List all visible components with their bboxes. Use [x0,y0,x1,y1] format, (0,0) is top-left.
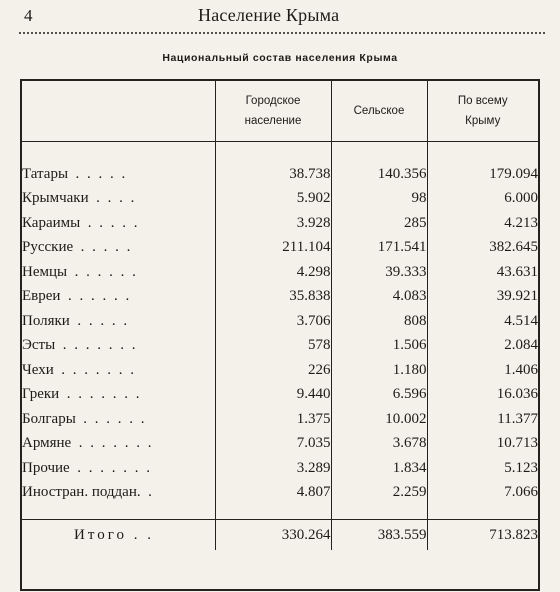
header-nationality [22,81,215,142]
dotted-header-rule [18,31,546,35]
table-row [22,456,538,481]
urban-cell: 4.807 [215,481,331,506]
total-cell: 5.123 [427,456,538,481]
table-row [22,187,538,212]
total-label: Итого . . [22,520,215,551]
total-cell: 7.066 [427,481,538,506]
nationality-cell [22,456,215,481]
total-cell: 39.921 [427,285,538,310]
urban-cell: 226 [215,358,331,383]
rural-cell: 98 [331,187,427,212]
total-urban: 330.264 [215,520,331,551]
urban-cell: 38.738 [215,162,331,187]
leader-dots: . [148,484,154,501]
leader-dots: . . . . [96,190,137,207]
table-row [22,162,538,187]
leader-dots: . . . . . [77,312,130,329]
table-row [22,236,538,261]
urban-cell: 1.375 [215,407,331,432]
total-cell: 43.631 [427,260,538,285]
header-rural-label: Сельское [353,105,405,117]
population-table-frame [20,79,540,591]
rural-cell: 2.259 [331,481,427,506]
urban-cell: 3.928 [215,211,331,236]
urban-cell: 211.104 [215,236,331,261]
rural-cell: 39.333 [331,260,427,285]
header-total-label: По всему Крыму [457,95,508,127]
leader-dots: . . . . . . [83,410,147,427]
urban-cell: 578 [215,334,331,359]
leader-dots: . . . . . . [67,288,132,305]
rural-cell: 6.596 [331,383,427,408]
header-rural [331,81,427,142]
leader-dots: . . . . . . [74,263,138,280]
table-row [22,309,538,334]
urban-cell: 5.902 [215,187,331,212]
spacer-row [22,505,538,520]
nationality-label: Греки [22,386,60,403]
table-row [22,358,538,383]
leader-dots: . . . . . . . [78,435,154,452]
urban-cell: 7.035 [215,432,331,457]
total-cell: 2.084 [427,334,538,359]
nationality-cell [22,407,215,432]
urban-cell: 3.706 [215,309,331,334]
spacer-row [22,142,538,163]
rural-cell: 1.506 [331,334,427,359]
nationality-label: Болгары [22,410,76,427]
header-urban [215,81,331,142]
nationality-cell [22,260,215,285]
nationality-cell [22,334,215,359]
nationality-cell [22,236,215,261]
nationality-cell [22,432,215,457]
rural-cell: 1.180 [331,358,427,383]
header-urban-label: Городское население [244,95,302,127]
nationality-cell [22,358,215,383]
nationality-label: Русские [22,239,74,256]
total-all: 713.823 [427,520,538,551]
nationality-cell [22,309,215,334]
nationality-cell [22,285,215,310]
nationality-label: Караимы [22,214,81,231]
nationality-label: Иностран. поддан. [22,484,141,501]
leader-dots: . . . . . [87,214,140,231]
table-row [22,481,538,506]
rural-cell: 171.541 [331,236,427,261]
nationality-cell [22,211,215,236]
total-cell: 179.094 [427,162,538,187]
nationality-cell [22,162,215,187]
table-row [22,383,538,408]
total-cell: 16.036 [427,383,538,408]
table-row [22,407,538,432]
nationality-label: Татары [22,165,69,182]
urban-cell: 4.298 [215,260,331,285]
nationality-label: Немцы [22,263,68,280]
nationality-label: Евреи [22,288,61,305]
table-title: Национальный состав населения Крыма [162,52,398,64]
total-cell: 382.645 [427,236,538,261]
nationality-label: Поляки [22,312,70,329]
leader-dots: . . . . . [80,239,133,256]
leader-dots: . . . . . [75,165,128,182]
nationality-label: Эсты [22,337,56,354]
urban-cell: 35.838 [215,285,331,310]
nationality-label: Армяне [22,435,72,452]
rural-cell: 808 [331,309,427,334]
population-table [22,81,538,550]
leader-dots: . . . . . . . [61,361,136,378]
rural-cell: 10.002 [331,407,427,432]
leader-dots: . . . . . . . [62,337,138,354]
table-row [22,211,538,236]
nationality-cell [22,383,215,408]
nationality-cell [22,481,215,506]
nationality-cell [22,187,215,212]
leader-dots: . . . . . . . [77,459,152,476]
rural-cell: 3.678 [331,432,427,457]
urban-cell: 3.289 [215,456,331,481]
table-row [22,334,538,359]
leader-dots: . . . . . . . [66,386,142,403]
rural-cell: 4.083 [331,285,427,310]
total-cell: 11.377 [427,407,538,432]
total-cell: 6.000 [427,187,538,212]
rural-cell: 140.356 [331,162,427,187]
total-cell: 4.213 [427,211,538,236]
total-row [22,520,538,551]
table-row [22,260,538,285]
table-body [22,142,538,506]
total-cell: 10.713 [427,432,538,457]
total-cell: 4.514 [427,309,538,334]
nationality-label: Чехи [22,361,54,378]
running-title: Население Крыма [198,5,340,25]
table-header-row [22,81,538,142]
nationality-label: Прочие [22,459,70,476]
table-footer [22,505,538,550]
urban-cell: 9.440 [215,383,331,408]
total-cell: 1.406 [427,358,538,383]
total-rural: 383.559 [331,520,427,551]
table-row [22,285,538,310]
page-number: 4 [24,6,33,25]
rural-cell: 1.834 [331,456,427,481]
table-row [22,432,538,457]
header-total [427,81,538,142]
rural-cell: 285 [331,211,427,236]
nationality-label: Крымчаки [22,190,89,207]
